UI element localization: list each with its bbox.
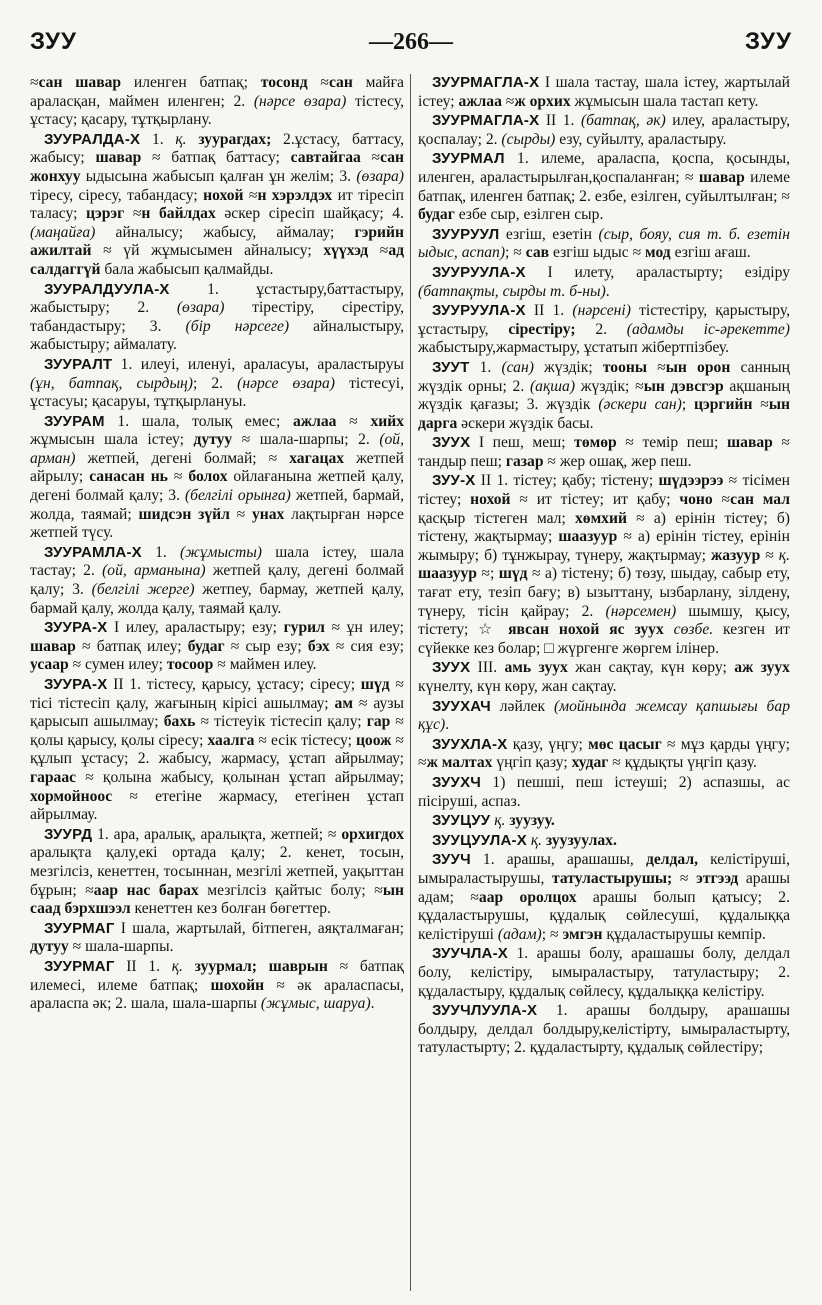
dictionary-entry: ЗУУ-Х II 1. тістеу; қабу; тістену; шүдээрээ ≈ тісімен тістеу; нохой ≈ ит тістеу; ит қабу; чоно ≈сан мал қасқыр тістеген мал; хөмхий ≈ а) ерінін тістеу; б) тістену, жақтырмау; шаазуур ≈ а) ерінін тістеу, ерінін жымыру; б) тұнжырау, түнеру, жақтырмау; жазуур ≈ қ. шаазуур ≈; шүд ≈ а) тістену; б) төзу, шыдау, сабыр ету, тағат ету, тезіп бағу; в) ызыттану, ызбарлану, зілдену, түнеру, тісін қайрау; 2. (нәрсемен) шымшу, қысу, тістету; ☆ явсан нохой яс зуух сөзбе. кезген ит сүйекке кез болар; □ жүргенге жөргем ілінер. [418, 472, 790, 657]
entry-headword: ЗУУ-Х [432, 472, 476, 490]
entry-headword: ЗУУЦУУ [432, 812, 491, 830]
entry-headword: ЗУУРМАГЛА-Х [432, 112, 540, 130]
dictionary-entry: ЗУУТ 1. (сан) жүздік; тооны ≈ын орон санның жүздік орны; 2. (ақша) жүздік; ≈ын дэвсгэр ақшаның жүздік қағазы; 3. жүздік (әскери сан); цэргийн ≈ын дарга әскери жүздік басы. [418, 358, 790, 432]
entry-headword: ЗУУЧ [432, 851, 471, 869]
column-divider [410, 74, 411, 1291]
entry-headword: ЗУУЧЛА-Х [432, 945, 508, 963]
dictionary-entry: ЗУУХ III. амь зуух жан сақтау, күн көру; аж зуух күнелту, күн көру, жан сақтау. [418, 659, 790, 695]
entry-headword: ЗУУРАЛДУУЛА-Х [44, 280, 170, 298]
entry-headword: ЗУУРАЛТ [44, 355, 113, 373]
entry-headword: ЗУУРМАГЛА-Х [432, 74, 540, 91]
entry-headword: ЗУУЦУУЛА-Х [432, 831, 527, 849]
dictionary-entry: ЗУУРА-Х I илеу, араластыру; езу; гурил ≈ ұн илеу; шавар ≈ батпақ илеу; будаг ≈ сыр езу; бэх ≈ сия езу; усаар ≈ сумен илеу; тосоор ≈ маймен илеу. [30, 619, 404, 674]
page-number: —266— [369, 29, 453, 55]
entry-headword: ЗУУРА-Х [44, 619, 108, 637]
dictionary-entry: ЗУУРМАГ II 1. қ. зуурмал; шаврын ≈ батпақ илемесі, илеме батпақ; шохойн ≈ әк араласпасы, араласпа әк; 2. шала, шала-шарпы (жұмыс, шаруа). [30, 957, 404, 1013]
dictionary-entry: ЗУУРУУЛА-Х I илету, араластырту; езідіру (батпақты, сырды т. б-ны). [418, 263, 790, 300]
entry-headword: ЗУУРА-Х [44, 676, 108, 693]
dictionary-entry: ЗУУРМАГЛА-Х II 1. (батпақ, әк) илеу, араластыру, қоспалау; 2. (сырды) езу, суйылту, араластыру. [418, 112, 790, 148]
entry-headword: ЗУУЧЛУУЛА-Х [432, 1002, 538, 1020]
dictionary-entry: ЗУУРУУЛ езгіш, езетін (сыр, бояу, сия т. б. езетін ыдыс, аспап); ≈ сав езгіш ыдыс ≈ мод езгіш ағаш. [418, 225, 790, 262]
entry-headword: ЗУУРАМЛА-Х [44, 543, 142, 561]
dictionary-entry: ЗУУЧЛУУЛА-Х 1. арашы болдыру, арашашы болдыру, делдал болдыру,келістірту, ымыраластырту, татуластырту; 2. құдаластырту, құдалық сөйлестіру; [418, 1002, 790, 1057]
entry-headword: ЗУУРМАГ [44, 919, 115, 937]
dictionary-entry: ЗУУРМАЛ 1. илеме, араласпа, қоспа, қосынды, иленген, араластырылған,қоспаланған; ≈ шавар илеме батпақ, иленген батпақ; 2. езбе, езілген, суйылтылған; ≈ будаг езбе сыр, езілген сыр. [418, 150, 790, 224]
dictionary-entry: ЗУУРА-Х II 1. тістесу, қарысу, ұстасу; сіресу; шүд ≈ тісі тістесіп қалу, жағының кірісі ашылмау; ам ≈ аузы қарысып ашылмау; бахь ≈ тістеуік тістесіп қалу; гар ≈ қолы қарысу, қолы сіресу; хаалга ≈ есік тістесу; цоож ≈ құлып ұстасу; 2. жабысу, жармасу, ұстап айрылмау; гараас ≈ қолына жабысу, қолынан ұстап айрылмау; хормойноос ≈ етегіне жармасу, етегінен ұстап айрылмау. [30, 676, 404, 824]
dictionary-entry: ЗУУРМАГЛА-Х I шала тастау, шала істеу, жартылай істеу; ажлаа ≈ж орхих жұмысын шала тастап кету. [418, 74, 790, 110]
entry-headword: ЗУУРАМ [44, 412, 105, 430]
dictionary-entry: ЗУУХАЧ ләйлек (мойнында жемсау қапшығы бар құс). [418, 697, 790, 734]
entry-headword: ЗУУРУУЛА-Х [432, 302, 526, 320]
entry-headword: ЗУУРУУЛА-Х [432, 263, 526, 281]
dictionary-entry: ЗУУХ I пеш, меш; төмөр ≈ темір пеш; шавар ≈ тандыр пеш; газар ≈ жер ошақ, жер пеш. [418, 434, 790, 470]
entry-headword: ЗУУРАЛДА-Х [44, 130, 141, 148]
dictionary-entry: ЗУУРАМ 1. шала, толық емес; ажлаа ≈ хийх жұмысын шала істеу; дутуу ≈ шала-шарпы; 2. (ой, арман) жетпей, дегені болмай; ≈ хагацах жетпей айрылу; санасан нь ≈ болох ойлағанына жетпей қалу, дегені болмай қалу; 3. (белгілі орынға) жетпей, бармай, жолда, таямай; шидсэн зүйл ≈ унах лақтырған нәрсе жетпей түсу. [30, 412, 404, 542]
left-column [30, 74, 404, 1297]
entry-headword: ЗУУХАЧ [432, 697, 491, 715]
dictionary-entry: ЗУУРМАГ I шала, жартылай, бітпеген, аяқталмаған; дутуу ≈ шала-шарпы. [30, 919, 404, 956]
dictionary-entry: ЗУУЦУУЛА-Х қ. зуузуулах. [432, 831, 617, 849]
page-header [30, 28, 792, 62]
dictionary-entry: ЗУУРАЛДА-Х 1. қ. зуурагдах; 2.ұстасу, баттасу, жабысу; шавар ≈ батпақ баттасу; савтайгаа ≈сан жонхуу ыдысына жабысып қалған ұн желім; 3. (өзара) тіресу, сіресу, табандасу; нохой ≈н хэрэлдэх ит тіресіп таласу; цэрэг ≈н байлдах әскер сіресіп шайқасу; 4. (маңайға) айналысу; жабысу, аймалау; гэрийн ажилтай ≈ үй жұмысымен айналысу; хүүхэд ≈ад салдаггүй бала жабысып қалмайды. [30, 130, 404, 278]
right-column [418, 74, 790, 1297]
dictionary-entry: ЗУУХЧ 1) пешші, пеш істеуші; 2) аспазшы, ас пісіруші, аспаз. [418, 773, 790, 810]
entry-headword: ЗУУТ [432, 358, 470, 376]
dictionary-entry: ЗУУХЛА-Х қазу, үңгу; мөс цасыг ≈ мұз қарды үңгу; ≈ж малтах үңгіп қазу; худаг ≈ құдықты үңгіп қазу. [418, 735, 790, 772]
dictionary-entry: ЗУУРАЛТ 1. илеуі, иленуі, араласуы, араластыруы (ұн, батпақ, сырдың); 2. (нәрсе өзара) тістесуі, ұстасуы; қасаруы, тұтқырлануы. [30, 355, 404, 411]
dictionary-entry: ЗУУРАЛДУУЛА-Х 1. ұстастыру,баттастыру, жабыстыру; 2. (өзара) тірестіру, сірестіру, табандастыру; 3. (бір нәрсеге) айналыстыру, жабыстыру; аймалату. [30, 280, 404, 354]
entry-headword: ЗУУХЛА-Х [432, 735, 508, 753]
entry-headword: ЗУУРД [44, 825, 93, 843]
dictionary-entry: ≈сан шавар иленген батпақ; тосонд ≈сан майға араласқан, маймен иленген; 2. (нәрсе өзара) тістесу, ұстасу; қасару, тұтқырлану. [30, 74, 404, 129]
header-left-word: ЗУУ [30, 28, 77, 55]
header-right-word: ЗУУ [745, 28, 792, 55]
entry-headword: ЗУУХ [432, 659, 471, 677]
dictionary-entry: ЗУУЧЛА-Х 1. арашы болу, арашашы болу, делдал болу, келістіру, ымыраластыру, татуластыру; 2. құдаластыру, құдалық сөйлесу, құдалыққа келістіру. [418, 945, 790, 1000]
dictionary-entry: ЗУУРД 1. ара, аралық, аралықта, жетпей; ≈ орхигдох аралықта қалу,екі ортада қалу; 2. кенет, тосын, мезгілсіз, кенеттен, тосыннан, мезгілі жетпей, уақыттан бұрын; ≈аар нас барах мезгілсіз қайтыс болу; ≈ын саад бэрхшээл кенеттен кез болған бөгеттер. [30, 825, 404, 918]
dictionary-entry: ЗУУЦУУ қ. зуузуу. [432, 812, 555, 830]
entry-headword: ЗУУХ [432, 434, 471, 452]
entry-headword: ЗУУРМАЛ [432, 150, 505, 168]
entry-headword: ЗУУРМАГ [44, 957, 115, 975]
entry-headword: ЗУУХЧ [432, 773, 482, 791]
dictionary-entry: ЗУУРУУЛА-Х II 1. (нәрсені) тістестіру, қарыстыру, ұстастыру, сірестіру; 2. (адамды іс-әрекетте) жабыстыру,жармастыру, ұстатып жібертпізбеу. [418, 302, 790, 357]
entry-headword: ЗУУРУУЛ [432, 225, 500, 243]
dictionary-entry: ЗУУРАМЛА-Х 1. (жұмысты) шала істеу, шала тастау; 2. (ой, арманына) жетпей қалу, дегені болмай қалу; 3. (белгілі жерге) жетпеу, бармау, жетпей қалу, бармай қалу, жолда қалу, таямай қалу. [30, 543, 404, 617]
dictionary-entry: ЗУУЧ 1. арашы, арашашы, делдал, келістіруші, ымыраластырушы, татуластырушы; ≈ этгээд арашы адам; ≈аар оролцох арашы болып қатысу; 2. құдаластырушы, құдалық сөйлесуші, құдалыққа келістіруші (адам); ≈ эмгэн құдаластырушы кемпір. [418, 851, 790, 943]
